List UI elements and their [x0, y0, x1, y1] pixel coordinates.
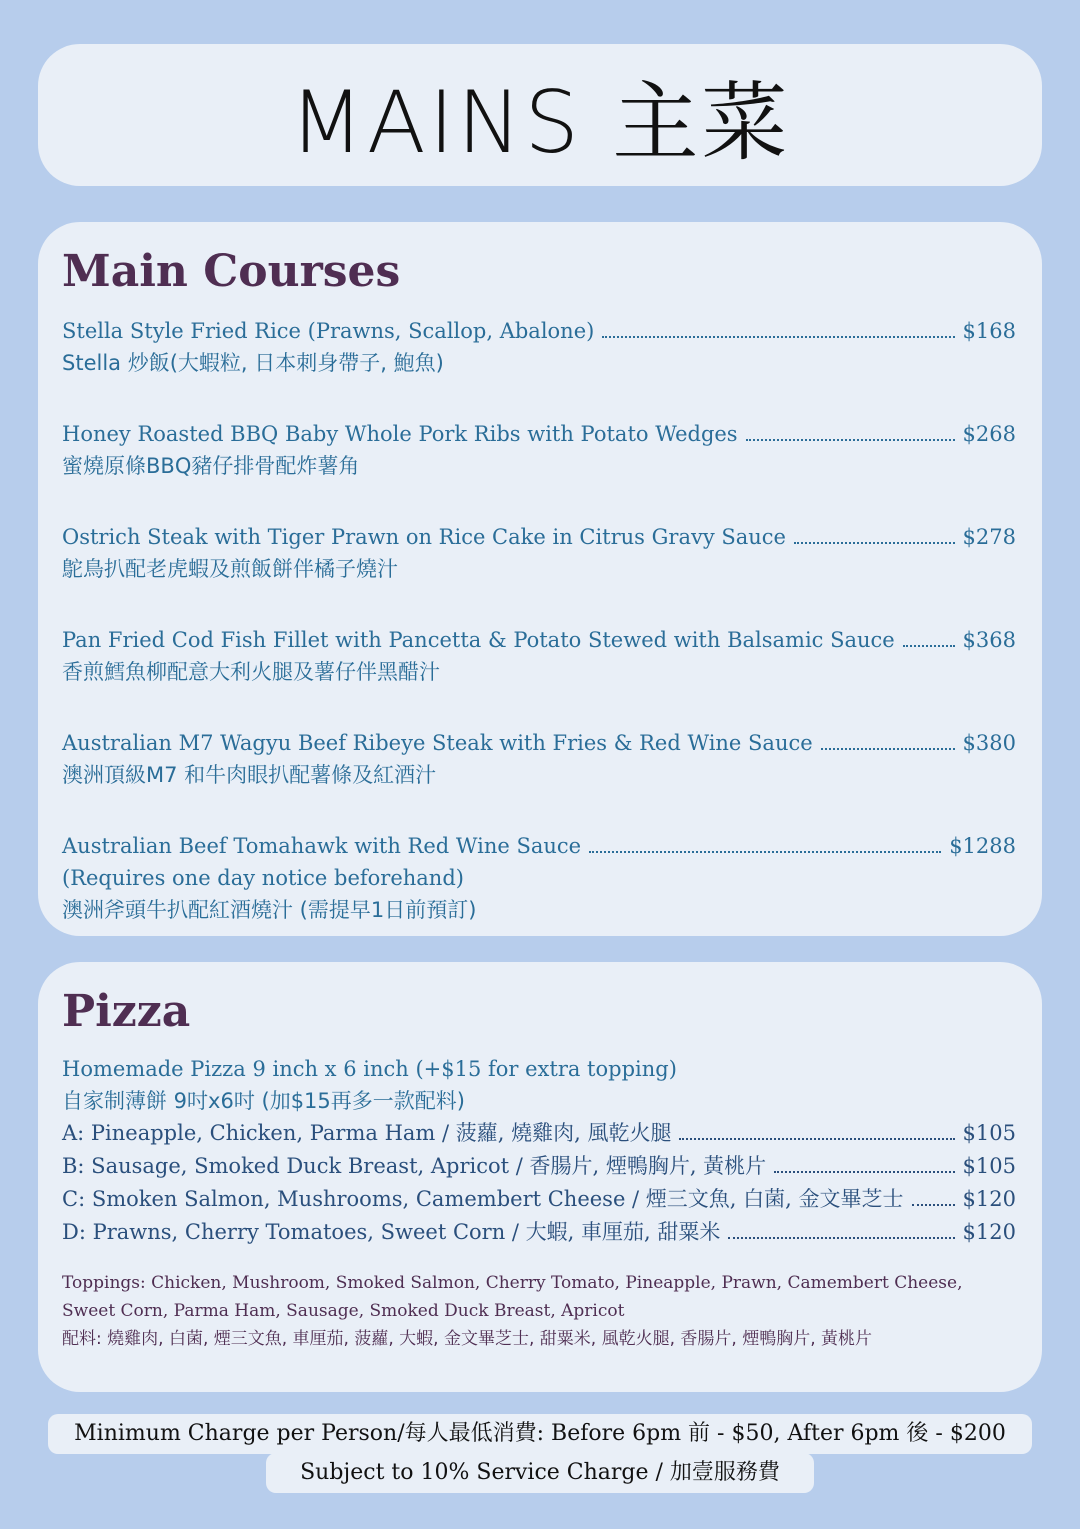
menu-item	[62, 521, 1016, 585]
pizza-section	[38, 962, 1042, 1392]
menu-item-price: $278	[962, 525, 1016, 549]
main-courses-list	[62, 315, 1016, 926]
pizza-option-price: $120	[962, 1220, 1016, 1244]
dot-leader	[746, 439, 955, 441]
pizza-option-name: C: Smoken Salmon, Mushrooms, Camembert Cheese / 煙三文魚, 白菌, 金文畢芝士	[62, 1187, 904, 1211]
pizza-heading: Pizza	[62, 986, 191, 1037]
dot-leader	[602, 336, 954, 338]
service-charge-note: Subject to 10% Service Charge / 加壹服務費	[266, 1453, 814, 1493]
menu-item	[62, 624, 1016, 688]
menu-item-name-zh: 香煎鱈魚柳配意大利火腿及薯仔伴黑醋汁	[62, 660, 440, 684]
dot-leader	[679, 1138, 954, 1140]
pizza-option-price: $105	[962, 1154, 1016, 1178]
menu-item	[62, 830, 1016, 926]
menu-item	[62, 727, 1016, 791]
pizza-option-row	[62, 1117, 1016, 1150]
toppings-zh: 配料: 燒雞肉, 白菌, 煙三文魚, 車厘茄, 菠蘿, 大蝦, 金文畢芝士, 甜粟米, 風乾火腿, 香腸片, 煙鴨胸片, 黃桃片	[62, 1329, 873, 1349]
pizza-intro-zh: 自家制薄餅 9吋x6吋 (加$15再多一款配料)	[62, 1089, 465, 1113]
dot-leader	[774, 1171, 954, 1173]
menu-item-price: $368	[962, 628, 1016, 652]
pizza-option-row	[62, 1150, 1016, 1183]
dot-leader	[589, 851, 941, 853]
menu-item-row	[62, 727, 1016, 759]
menu-item-name-zh: 澳洲斧頭牛扒配紅酒燒汁 (需提早1日前預訂)	[62, 898, 477, 922]
toppings-en-line-1: Toppings: Chicken, Mushroom, Smoked Salmon, Cherry Tomato, Pineapple, Prawn, Camembert Cheese,	[62, 1273, 963, 1293]
menu-item-name: Pan Fried Cod Fish Fillet with Pancetta & Potato Stewed with Balsamic Sauce	[62, 628, 895, 652]
pizza-options-list	[62, 1117, 1016, 1249]
menu-item-name-zh: 澳洲頂級M7 和牛肉眼扒配薯條及紅酒汁	[62, 763, 437, 787]
page-title: MAINS 主菜	[289, 73, 791, 173]
menu-item-row	[62, 418, 1016, 450]
menu-item-name: Australian Beef Tomahawk with Red Wine Sauce	[62, 834, 582, 858]
menu-item-row	[62, 521, 1016, 553]
menu-item-price: $268	[962, 422, 1016, 446]
pizza-option-row	[62, 1183, 1016, 1216]
menu-item-name: Honey Roasted BBQ Baby Whole Pork Ribs with Potato Wedges	[62, 422, 738, 446]
menu-item-row	[62, 315, 1016, 347]
minimum-charge-note: Minimum Charge per Person/每人最低消費: Before 6pm 前 - $50, After 6pm 後 - $200	[48, 1414, 1032, 1454]
pizza-option-price: $105	[962, 1121, 1016, 1145]
pizza-option-name: B: Sausage, Smoked Duck Breast, Apricot / 香腸片, 煙鴨胸片, 黃桃片	[62, 1154, 767, 1178]
menu-item-name-zh: 鴕鳥扒配老虎蝦及煎飯餅伴橘子燒汁	[62, 557, 398, 581]
main-courses-section	[38, 222, 1042, 936]
title-banner	[38, 44, 1042, 186]
menu-item-note: (Requires one day notice beforehand)	[62, 866, 464, 890]
menu-item-name-zh: Stella 炒飯(大蝦粒, 日本刺身帶子, 鮑魚)	[62, 351, 444, 375]
menu-item-price: $380	[962, 731, 1016, 755]
dot-leader	[794, 542, 955, 544]
pizza-option-row	[62, 1216, 1016, 1249]
pizza-option-price: $120	[962, 1187, 1016, 1211]
dot-leader	[821, 748, 955, 750]
menu-item-row	[62, 830, 1016, 862]
dot-leader	[728, 1237, 954, 1239]
main-courses-heading: Main Courses	[62, 246, 401, 297]
pizza-option-name: D: Prawns, Cherry Tomatoes, Sweet Corn / 大蝦, 車厘茄, 甜粟米	[62, 1220, 721, 1244]
menu-item-name: Australian M7 Wagyu Beef Ribeye Steak with Fries & Red Wine Sauce	[62, 731, 813, 755]
dot-leader	[903, 645, 955, 647]
pizza-intro	[62, 1053, 1016, 1117]
menu-item	[62, 418, 1016, 482]
toppings-note	[62, 1269, 1016, 1353]
menu-item-name-zh: 蜜燒原條BBQ豬仔排骨配炸薯角	[62, 454, 360, 478]
dot-leader	[912, 1204, 955, 1206]
menu-item-price: $168	[962, 319, 1016, 343]
menu-item-row	[62, 624, 1016, 656]
menu-item	[62, 315, 1016, 379]
pizza-intro-en: Homemade Pizza 9 inch x 6 inch (+$15 for extra topping)	[62, 1057, 677, 1081]
toppings-en-line-2: Sweet Corn, Parma Ham, Sausage, Smoked Duck Breast, Apricot	[62, 1301, 625, 1321]
menu-item-name: Stella Style Fried Rice (Prawns, Scallop, Abalone)	[62, 319, 595, 343]
menu-item-price: $1288	[949, 834, 1016, 858]
pizza-option-name: A: Pineapple, Chicken, Parma Ham / 菠蘿, 燒雞肉, 風乾火腿	[62, 1121, 672, 1145]
menu-item-name: Ostrich Steak with Tiger Prawn on Rice Cake in Citrus Gravy Sauce	[62, 525, 786, 549]
